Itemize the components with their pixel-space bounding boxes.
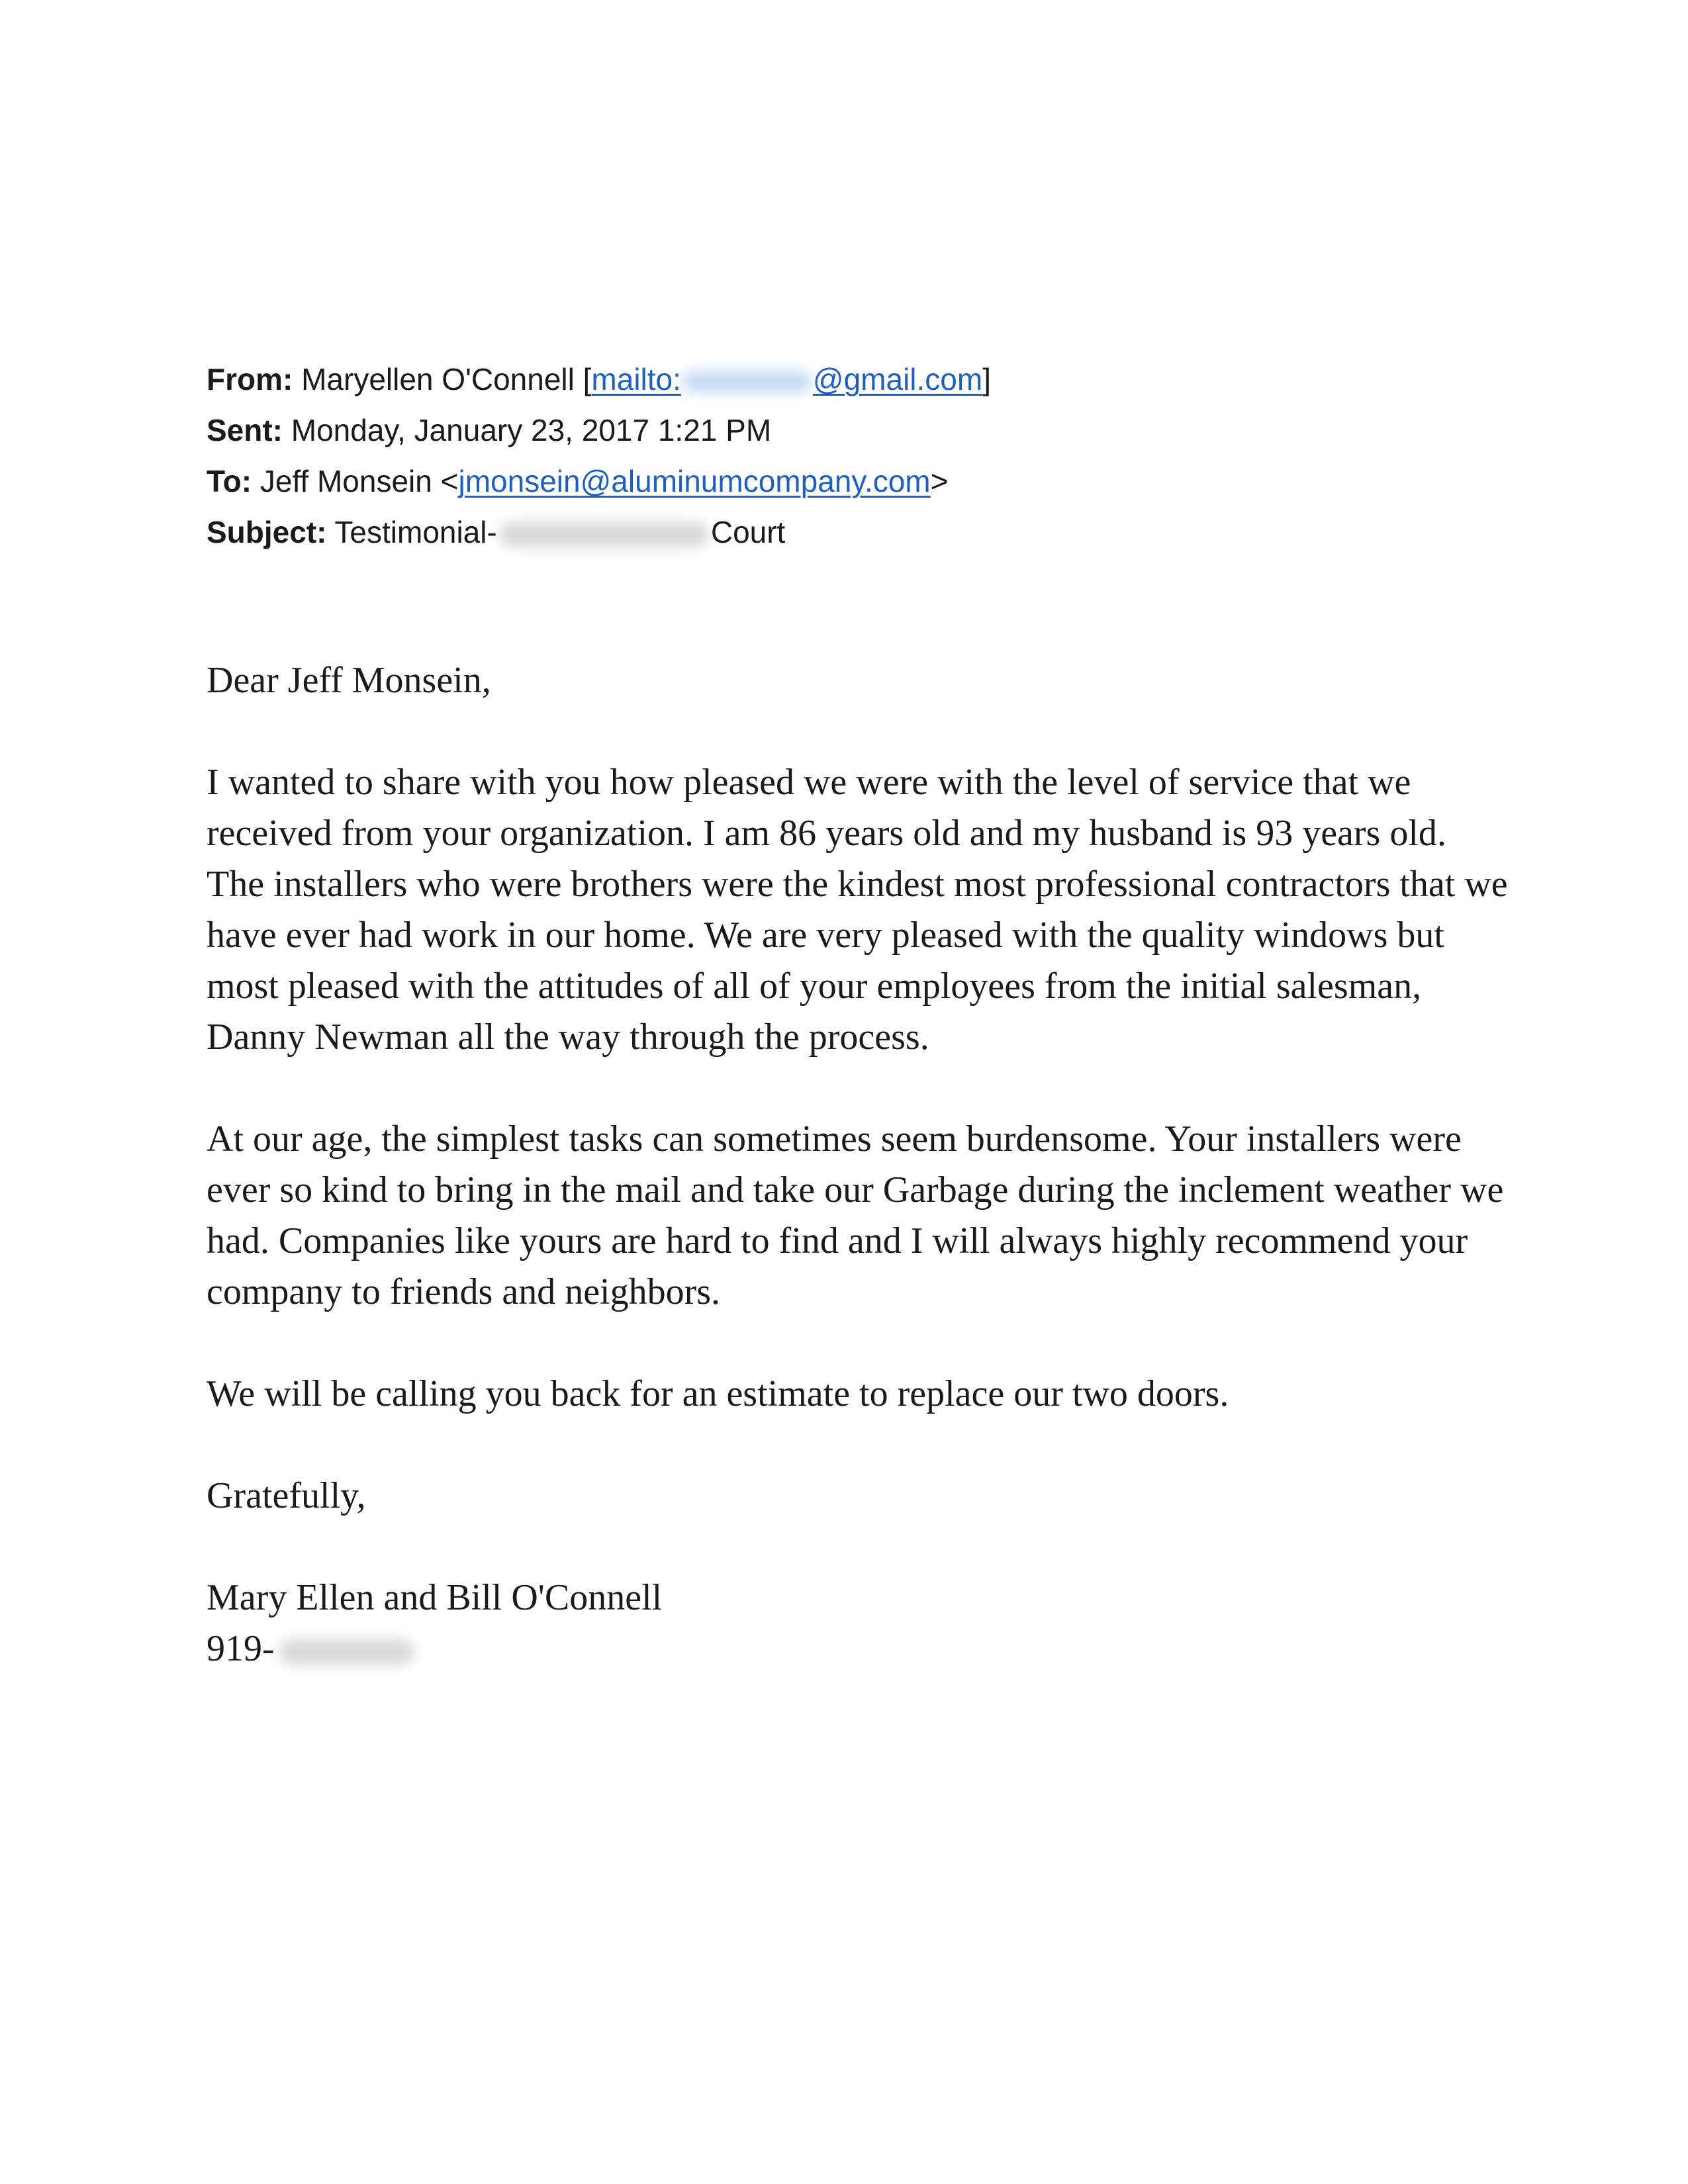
redacted-address-blur (500, 522, 708, 547)
subject-label: Subject: (207, 515, 327, 549)
paragraph-1-line: I wanted to share with you how pleased we were with the level of service that we (207, 762, 1411, 803)
paragraph-2-line: At our age, the simplest tasks can sometimes seem burdensome. Your installers were (207, 1118, 1462, 1160)
to-angle-open: < (440, 464, 459, 498)
from-name: Maryellen O'Connell (301, 362, 575, 396)
paragraph-2-line: had. Companies like yours are hard to find and I will always highly recommend your (207, 1220, 1468, 1261)
paragraph-1-line: Danny Newman all the way through the process. (207, 1017, 929, 1058)
paragraph-1-line: received from your organization. I am 86 years old and my husband is 93 years old. (207, 813, 1446, 854)
signature-name: Mary Ellen and Bill O'Connell (207, 1577, 663, 1618)
to-name: Jeff Monsein (259, 464, 432, 498)
to-email-link[interactable]: jmonsein@aluminumcompany.com (458, 464, 931, 498)
subject-suffix: Court (710, 515, 786, 549)
phone-prefix: 919- (207, 1628, 275, 1669)
signature-block (207, 1572, 1517, 1674)
from-label: From: (207, 362, 293, 396)
from-email-link[interactable] (591, 362, 982, 396)
greeting: Dear Jeff Monsein, (207, 660, 491, 701)
to-line (207, 456, 991, 507)
letter-body (207, 655, 1517, 1674)
from-line (207, 354, 991, 405)
subject-line (207, 507, 991, 558)
paragraph-2 (207, 1114, 1517, 1318)
sent-label: Sent: (207, 413, 283, 447)
to-label: To: (207, 464, 252, 498)
paragraph-1-line: most pleased with the attitudes of all of your employees from the initial salesman, (207, 966, 1422, 1007)
from-bracket-close: ] (982, 362, 991, 396)
paragraph-2-line: company to friends and neighbors. (207, 1271, 721, 1312)
closing: Gratefully, (207, 1475, 366, 1516)
sent-value: Monday, January 23, 2017 1:21 PM (291, 413, 772, 447)
paragraph-1 (207, 757, 1517, 1063)
paragraph-1-line: The installers who were brothers were the kindest most professional contractors that we (207, 864, 1508, 905)
sent-line (207, 405, 991, 456)
paragraph-1-line: have ever had work in our home. We are very pleased with the quality windows but (207, 915, 1444, 956)
from-bracket-open: [ (583, 362, 592, 396)
email-header (207, 354, 991, 558)
phone-line (207, 1623, 1517, 1674)
subject-prefix: Testimonial- (334, 515, 497, 549)
redacted-phone-blur (279, 1639, 414, 1665)
redacted-email-blur (682, 371, 812, 393)
mailto-prefix: mailto: (591, 362, 681, 396)
paragraph-2-line: ever so kind to bring in the mail and take our Garbage during the inclement weather we (207, 1169, 1504, 1210)
paragraph-3: We will be calling you back for an estimate to replace our two doors. (207, 1373, 1229, 1414)
email-domain: @gmail.com (812, 362, 983, 396)
to-angle-close: > (930, 464, 949, 498)
